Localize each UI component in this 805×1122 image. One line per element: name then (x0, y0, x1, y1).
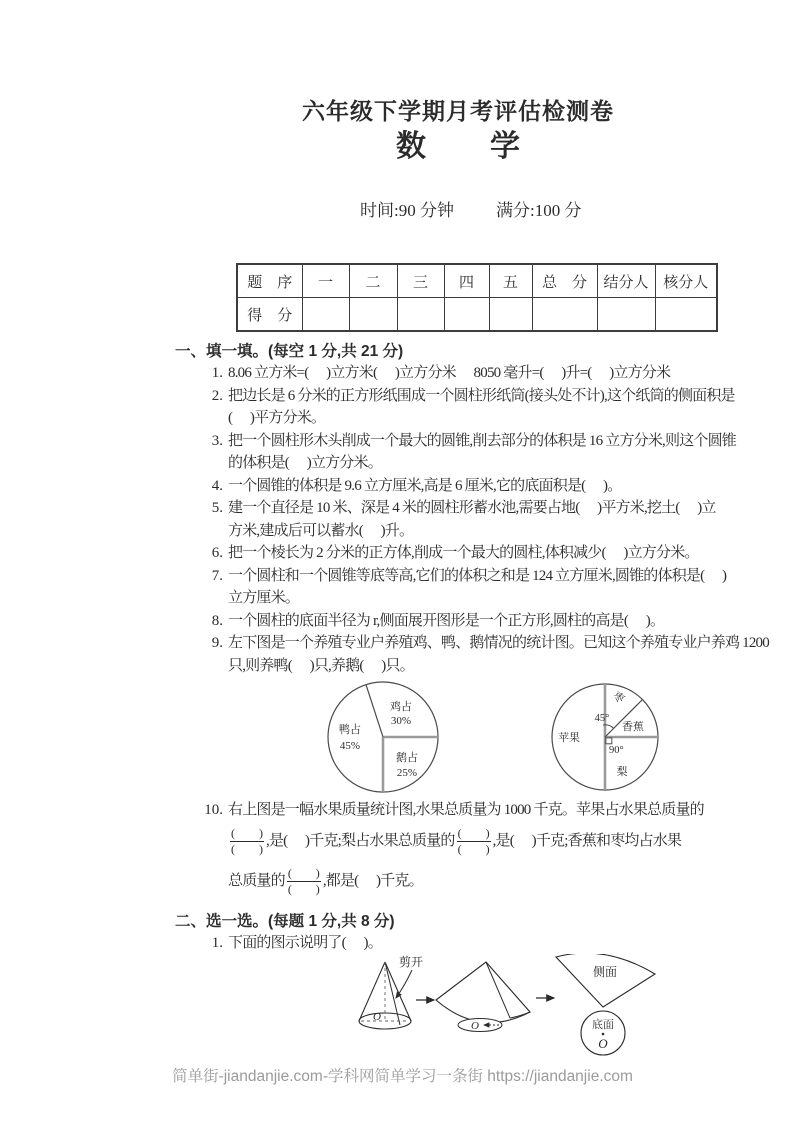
question-text: 一个圆柱的底面半径为 r,侧面展开图形是一个正方形,圆柱的高是( )。 (228, 612, 665, 629)
angle-label-90: 90° (609, 745, 624, 756)
header-cell: 题 序 (237, 264, 302, 298)
question-number: 7. (211, 567, 223, 584)
header-cell: 结分人 (597, 264, 655, 298)
question-number: 9. (211, 635, 223, 651)
subject-title (175, 128, 741, 166)
score-cell (532, 298, 597, 332)
slice-label-jujube: 枣 (610, 689, 627, 706)
question-number: 8. (211, 612, 223, 629)
question-text: 把边长是 6 分米的正方形纸围成一个圆柱形纸筒(接头处不计),这个纸筒的侧面积是 (228, 387, 735, 404)
question-text: 的体积是( )立方分米。 (228, 455, 382, 471)
question-number: 3. (211, 432, 223, 449)
slice-label-pear: 梨 (616, 766, 628, 778)
blank-fraction: $\frac{( )}{( )}$ (287, 866, 320, 896)
table-row (237, 264, 717, 298)
pie-charts-row (175, 677, 741, 799)
question-item-6 (175, 542, 741, 565)
cut-open-label: 剪开 (398, 955, 424, 969)
score-cell (489, 298, 532, 332)
question-text: 把一个棱长为 2 分米的正方体,削成一个最大的圆柱,体积减少( )立方分米。 (228, 545, 699, 561)
slice-label-chicken: 鸡占 (390, 701, 412, 713)
slice-label-apple: 苹果 (558, 732, 580, 744)
time-label: 时间:90 分钟 (360, 201, 454, 220)
question-text: 立方厘米。 (228, 590, 300, 606)
question-number: 1. (211, 934, 223, 951)
question-number: 2. (211, 387, 223, 404)
row-label-cell: 得 分 (237, 298, 302, 332)
question-text: 把一个圆柱形木头削成一个最大的圆锥,削去部分的体积是 16 立方分米,则这个圆锥 (228, 432, 737, 449)
base-center-label: O (471, 1020, 479, 1032)
header-cell: 五 (489, 264, 532, 298)
exam-content (175, 96, 769, 1072)
score-cell (597, 298, 655, 332)
header-cell: 核分人 (655, 264, 717, 298)
question-number: 10. (204, 802, 223, 818)
slice-value-duck: 45% (339, 740, 361, 752)
angle-label-45: 45° (594, 713, 610, 724)
question-number: 5. (211, 500, 223, 516)
question-item-4 (175, 475, 741, 498)
fruit-pie-chart (545, 677, 665, 797)
slice-label-goose: 鹅占 (396, 752, 418, 764)
score-table (236, 263, 718, 332)
question-item-10 (175, 799, 741, 902)
blank-fraction: $\frac{( )}{( )}$ (231, 826, 263, 856)
question-text: 左下图是一个养殖专业户养殖鸡、鸭、鹅情况的统计图。已知这个养殖专业户养鸡 1200 (228, 635, 769, 651)
section-1-heading: 一、填一填。(每空 1 分,共 21 分) (175, 343, 404, 360)
cone-unfold-diagram (175, 954, 741, 1072)
question-text: $\frac{( )}{( )}$ ,是( )千克;梨占水果总质量的 $\frac{( )}{( )}$ ,是( )千克;香蕉和枣均占水果 (231, 826, 682, 856)
subject-char: 数 (396, 130, 426, 163)
section-2-heading: 二、选一选。(每题 1 分,共 8 分) (175, 912, 395, 930)
table-row (237, 298, 717, 332)
question-text: 一个圆柱和一个圆锥等底等高,它们的体积之和是 124 立方厘米,圆锥的体积是( ) (228, 567, 727, 584)
question-item-1 (175, 362, 741, 385)
question-item-8 (175, 610, 741, 633)
question-text: 右上图是一幅水果质量统计图,水果总质量为 1000 千克。苹果占水果总质量的 (228, 802, 704, 818)
exam-info (175, 178, 741, 244)
cone-center-label: O (373, 1011, 381, 1023)
question-number: 6. (211, 545, 223, 561)
score-cell (444, 298, 489, 332)
cut-arrow (396, 970, 412, 998)
question-text: 一个圆锥的体积是 9.6 立方厘米,高是 6 厘米,它的底面积是( )。 (228, 477, 622, 494)
question-text: ( )平方分米。 (228, 410, 326, 426)
header-cell: 三 (397, 264, 444, 298)
header-cell: 二 (349, 264, 397, 298)
question-text: 8.06 立方米=( )立方米( )立方分米 8050 毫升=( )升=( )立方分米 (228, 365, 671, 381)
question-number: 4. (211, 477, 223, 494)
footer-watermark: 简单街-jiandanjie.com-学科网简单学习一条街 https://jiandanjie.com (172, 1068, 633, 1085)
blank-fraction: $\frac{( )}{( )}$ (457, 826, 490, 856)
choose-item-1 (175, 932, 741, 955)
slice-value-chicken: 30% (390, 715, 412, 727)
base-circle-center-label: O (598, 1036, 608, 1051)
header-cell: 一 (302, 264, 349, 298)
question-number: 1. (211, 365, 223, 381)
slice-label-duck: 鸭占 (339, 724, 361, 736)
full-score-label: 满分:100 分 (496, 201, 582, 220)
header-cell: 总 分 (532, 264, 597, 298)
cone-unfold-svg (358, 954, 668, 1072)
question-item-3 (175, 430, 741, 475)
question-text: 只,则养鸭( )只,养鹅( )只。 (228, 657, 414, 674)
lateral-face-label: 侧面 (592, 965, 618, 979)
slice-label-banana: 香蕉 (622, 721, 644, 733)
score-cell (397, 298, 444, 332)
base-face-label: 底面 (592, 1019, 614, 1031)
score-cell (302, 298, 349, 332)
score-cell (655, 298, 717, 332)
question-item-9 (175, 632, 769, 677)
subject-char: 学 (490, 130, 520, 163)
poultry-pie-chart (323, 677, 443, 797)
question-item-7 (175, 565, 741, 610)
question-text: 下面的图示说明了( )。 (228, 934, 382, 951)
question-text: 建一个直径是 10 米、深是 4 米的圆柱形蓄水池,需要占地( )平方米,挖土( )立 (228, 500, 716, 516)
page-title: 六年级下学期月考评估检测卷 (302, 98, 614, 124)
slice-value-goose: 25% (396, 767, 418, 779)
question-text: 总质量的 $\frac{( )}{( )}$ ,都是( )千克。 (228, 866, 423, 896)
question-item-5 (175, 497, 741, 542)
header-cell: 四 (444, 264, 489, 298)
question-item-2 (175, 385, 741, 430)
question-text: 方米,建成后可以蓄水( )升。 (228, 522, 414, 539)
score-cell (349, 298, 397, 332)
